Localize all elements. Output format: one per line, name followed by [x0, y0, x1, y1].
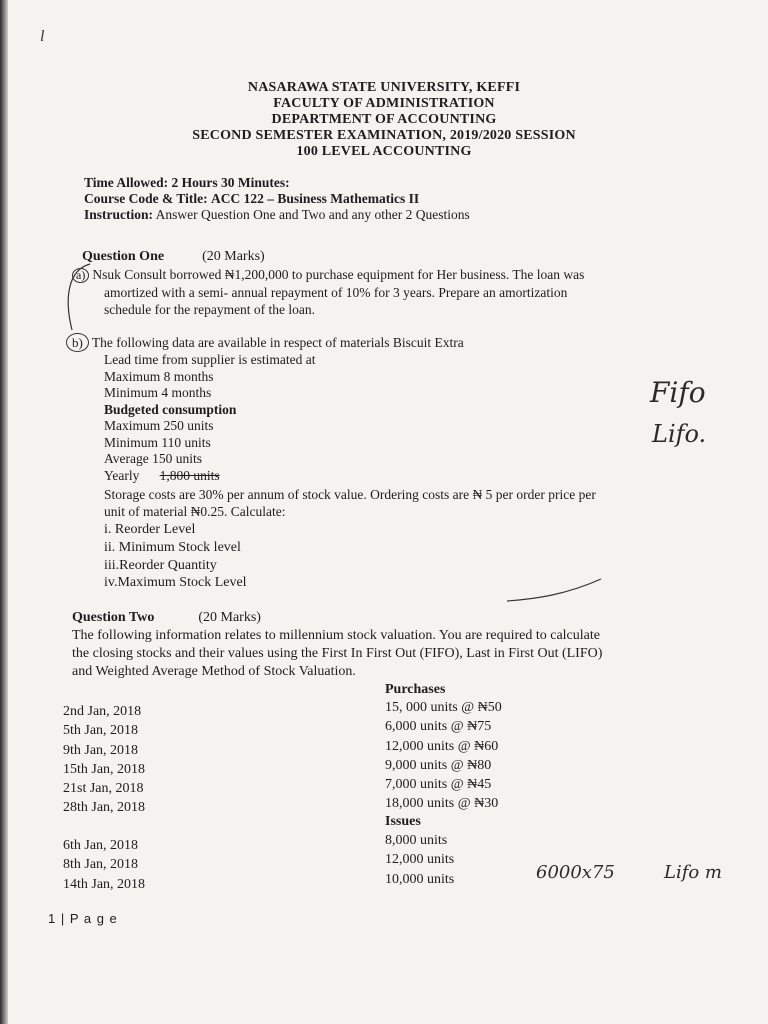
- page-number: 1 | P a g e: [48, 911, 118, 926]
- university-name: NASARAWA STATE UNIVERSITY, KEFFI: [247, 80, 521, 95]
- pen-stroke: [505, 575, 605, 605]
- q1a-line1: a) Nsuk Consult borrowed ₦1,200,000 to purchase equipment for Her business. The loan was: [72, 266, 584, 284]
- exam-level: 100 LEVEL ACCOUNTING: [296, 144, 472, 159]
- q1b-data: Lead time from supplier is estimated at Maximum 8 months Minimum 4 months Budgeted consumption Maximum 250 units Minimum 110 units Average 150 units Yearly 1,800 units: [104, 352, 316, 483]
- issue-dates: [63, 836, 145, 894]
- purchase-list: [385, 698, 502, 814]
- exam-info: [84, 175, 470, 223]
- purchase-dates: [63, 702, 145, 818]
- q1a-line3: schedule for the repayment of the loan.: [104, 302, 316, 317]
- question-one-title: Question One (20 Marks): [82, 249, 265, 264]
- issue-item: 10,000 units: [385, 871, 455, 887]
- course-line: Course Code & Title: ACC 122 – Business Mathematics II: [84, 191, 420, 206]
- purchase-date: 15th Jan, 2018: [63, 761, 146, 777]
- exam-header: [0, 80, 768, 160]
- purchase-item: 18,000 units @ ₦30: [385, 796, 499, 812]
- purchase-date: 21st Jan, 2018: [63, 781, 144, 797]
- calc-item: i. Reorder Level: [104, 522, 196, 537]
- faculty-name: FACULTY OF ADMINISTRATION: [273, 96, 495, 111]
- storage-line1: Storage costs are 30% per annum of stock value. Ordering costs are ₦ 5 per order price per: [104, 487, 596, 502]
- calc-item: iv.Maximum Stock Level: [104, 575, 247, 591]
- handwritten-note: Lifo m: [664, 862, 722, 883]
- issue-item: 8,000 units: [385, 833, 448, 848]
- q2-line1: The following information relates to millennium stock valuation. You are required to calculate: [72, 628, 600, 643]
- handwritten-calculation: 6000x75: [536, 862, 615, 883]
- purchase-date: 28th Jan, 2018: [63, 800, 146, 816]
- issues-heading: Issues: [385, 814, 421, 829]
- issue-item: 12,000 units: [385, 852, 455, 868]
- purchase-item: 6,000 units @ ₦75: [385, 719, 492, 735]
- q1a-line2: amortized with a semi- annual repayment of 10% for 3 years. Prepare an amortization: [104, 285, 568, 300]
- q2-line2: the closing stocks and their values using the First In First Out (FIFO), Last in First Out (LIFO): [72, 646, 603, 661]
- exam-session: SECOND SEMESTER EXAMINATION, 2019/2020 SESSION: [192, 128, 576, 143]
- issue-date: 8th Jan, 2018: [63, 857, 139, 873]
- purchase-item: 7,000 units @ ₦45: [385, 777, 492, 793]
- purchase-item: 15, 000 units @ ₦50: [385, 700, 502, 715]
- time-allowed: Time Allowed: 2 Hours 30 Minutes:: [84, 175, 290, 190]
- purchase-date: 9th Jan, 2018: [63, 742, 139, 758]
- issue-list: [385, 831, 454, 889]
- handwritten-lifo: Lifo.: [652, 420, 707, 448]
- q1b-intro: b) The following data are available in respect of materials Biscuit Extra: [66, 333, 464, 352]
- calc-item: ii. Minimum Stock level: [104, 539, 241, 555]
- issue-date: 6th Jan, 2018: [63, 838, 139, 853]
- handwritten-fifo: Fifo: [650, 376, 706, 409]
- purchase-date: 5th Jan, 2018: [63, 723, 139, 739]
- calc-item: iii.Reorder Quantity: [104, 557, 217, 573]
- q1b-label: b): [66, 333, 89, 352]
- purchases-heading: Purchases: [385, 682, 446, 697]
- department-name: DEPARTMENT OF ACCOUNTING: [271, 112, 497, 127]
- issue-date: 14th Jan, 2018: [63, 876, 146, 892]
- storage-line2: unit of material ₦0.25. Calculate:: [104, 504, 286, 519]
- calc-list: [104, 521, 247, 592]
- purchase-item: 9,000 units @ ₦80: [385, 757, 492, 773]
- purchase-item: 12,000 units @ ₦60: [385, 738, 499, 754]
- question-two-title: Question Two (20 Marks): [72, 610, 261, 625]
- margin-bracket: [60, 258, 100, 338]
- instruction-line: Instruction: Answer Question One and Two and any other 2 Questions: [84, 207, 470, 222]
- q1a-label: a): [72, 268, 89, 283]
- q2-line3: and Weighted Average Method of Stock Valuation.: [72, 664, 356, 679]
- purchase-date: 2nd Jan, 2018: [63, 704, 142, 719]
- corner-mark: l: [40, 28, 45, 45]
